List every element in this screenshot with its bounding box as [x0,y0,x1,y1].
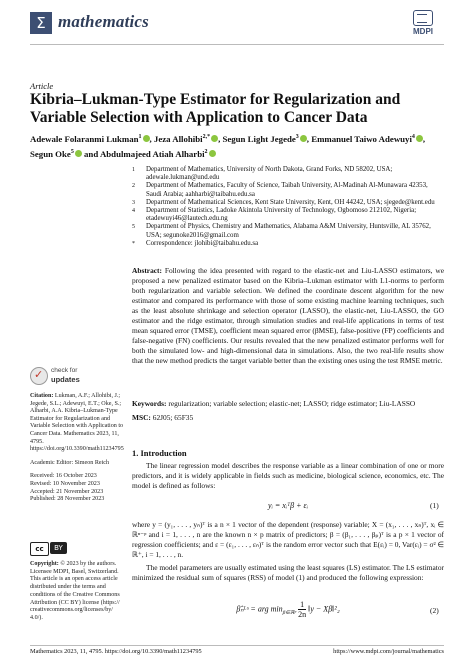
affiliation [132,182,444,198]
author[interactable]: Emmanuel Taiwo Adewuyi [311,133,412,144]
affiliation-number: 4 [132,208,135,215]
author-sup: 2 [204,148,208,155]
author-sup: 5 [70,148,74,155]
article-info-sidebar [30,393,125,510]
affiliations [132,166,444,248]
keywords-label: Keywords: [132,399,167,408]
orcid-icon[interactable] [209,150,216,157]
article-title: Kibria–Lukman-Type Estimator for Regularization and Variable Selection with Application to Cancer Data [30,91,401,126]
author-sup: 2,* [202,134,211,140]
citation-label: Citation: [30,393,54,399]
author[interactable]: Segun Oke [30,148,71,159]
abstract-label: Abstract: [132,266,162,275]
author[interactable]: Adewale Folaranmi Lukman [30,133,139,144]
affiliation-number: 1 [132,167,135,173]
abstract [132,266,444,366]
orcid-icon[interactable] [75,150,82,157]
affiliation-number: 5 [132,224,135,231]
copyright-text: © 2023 by the authors. Licensee MDPI, Basel, Switzerland. This article is an open access article distributed under the terms and conditions of the Creative Commons Attribution (CC BY) license (https:// creativecommons.org/licenses/by/ 4.0/). [30,561,120,621]
cc-by-license-icon[interactable] [30,542,70,556]
affiliation-number: 3 [132,199,135,206]
copyright [30,561,125,623]
copyright-label: Copyright: [30,561,59,567]
intro-paragraph: where y = (y₁, . . . , yₙ)ᵀ is a n × 1 vector of the dependent (response) variable; X = (x₁, . . . , xₙ)ᵀ, xᵢ ∈ ℝⁿ⁻ᵖ and i = 1, . . . , n are the known n × p matrix of predictors; β = (β₁, . . . , βₚ)ᵀ is a p × 1 vector of regression coefficients; and ε = (ε₁, . . . , εₙ)ᵀ is the random error vector such that E(εᵢ) = 0, Var(εᵢ) = σ² ∈ ℝ⁺, i = 1, . . . , n. [132,520,444,559]
page-footer [30,648,444,655]
citation [30,393,125,454]
author-sup: 4 [411,134,415,140]
equation-2-fraction [298,600,306,619]
affiliation [132,166,444,182]
correspondence [132,240,444,248]
affiliation-text: Department of Physics, Chemistry and Mathematics, Alabama A&M University, Huntsville, AL 35762, USA; segunoke2016@gmail.com [146,223,431,239]
affiliation [132,207,444,223]
mdpi-icon [413,10,433,26]
check-updates-line2: updates [51,375,80,384]
header-divider [30,44,444,45]
mdpi-logo[interactable] [404,10,442,38]
msc [132,413,444,422]
orcid-icon[interactable] [143,135,150,142]
equation-2-number: (2) [430,606,439,615]
fraction-numerator: 1 [300,600,305,609]
journal-name[interactable]: mathematics [58,12,149,31]
correspondence-text[interactable]: Correspondence: jlohibi@taibahu.edu.sa [146,239,259,247]
keywords [132,399,444,409]
equation-1-number: (1) [430,501,439,510]
author[interactable]: Jeza Allohibi [153,133,203,144]
check-updates-line1: check for [51,367,78,374]
cc-icon: cc [30,542,49,556]
affiliation-text: Department of Mathematics, University of North Dakota, Grand Forks, ND 58202, USA; adewale.lukman@und.edu [146,166,393,182]
affiliation [132,223,444,239]
date-received: Received: 16 October 2023 [30,473,97,480]
author-list: Adewale Folaranmi Lukman$^1$ , Jeza Allohibi$^{2,*}$ , Segun Light Jegede$^3$ , Emmanuel Taiwo Adewuyi$^4$ , Segun Oke$^5$ and Abdulmajeed Atiah Alharbi$^2$ [30,133,426,159]
affiliation-text: Department of Mathematics, Faculty of Science, Taibah University, Al-Madinah Al-Munawara 42353, Saudi Arabia; aahharbi@taibahu.edu.sa [146,182,428,198]
equation-1: yᵢ = xᵢᵀβ + εᵢ [268,501,308,510]
equation-2-lhs: β̂ₙᴸˢ = arg min [236,604,283,614]
affiliation-number: * [132,240,135,247]
orcid-icon[interactable] [300,135,307,142]
academic-editor: Academic Editor: Simeon Reich [30,459,110,466]
keywords-text: regularization; variable selection; elastic-net; LASSO; ridge estimator; Liu-LASSO [168,399,416,408]
affiliation-number: 2 [132,183,135,190]
author-sup: 1 [138,134,142,140]
by-icon: BY [50,542,67,554]
author[interactable]: Abdulmajeed Atiah Alharbi [99,148,205,159]
equation-2-rhs: ‖y − Xβ‖²₂ [308,604,340,614]
fraction-denominator: 2n [298,610,307,619]
msc-label: MSC: [132,413,151,422]
footer-journal-link[interactable]: https://www.mdpi.com/journal/mathematics [333,648,444,655]
section-heading: 1. Introduction [132,448,187,458]
citation-text[interactable]: Lukman, A.F.; Allohibi, J.; Jegede, S.L.; Adewuyi, E.T.; Oke, S.; Alharbi, A.A. Kibria–Lukman-Type Estimator for Regularization and Variable Selection with Application to Cancer Data. Mathematics 2023, 11, 4795. https://doi.org/10.3390/math11234795 [30,393,124,453]
article-type: Article [30,81,54,91]
affiliation-text: Department of Mathematical Sciences, Kent State University, Kent, OH 44242, USA; sjegede@kent.edu [146,198,435,206]
author[interactable]: Segun Light Jegede [222,133,296,144]
date-accepted: Accepted: 21 November 2023 [30,488,104,495]
date-published: Published: 28 November 2023 [30,496,105,503]
author-sup: 3 [295,134,299,140]
date-revised: Revised: 10 November 2023 [30,480,100,487]
journal-logo-icon: Σ [30,12,52,34]
intro-paragraph: The linear regression model describes the response variable as a linear combination of one or more predictors, and it is widely applicable in fields such as medicine, biological science, economics, etc. The model is defined as follows: [132,461,444,490]
check-updates-icon [30,367,48,385]
footer-citation[interactable]: Mathematics 2023, 11, 4795. https://doi.org/10.3390/math11234795 [30,648,202,655]
footer-divider [30,645,444,646]
equation-2 [132,600,444,619]
mdpi-text: MDPI [413,27,433,36]
msc-text: 62J05; 65F35 [152,413,194,422]
intro-paragraph: The model parameters are usually estimated using the least squares (LS) estimator. The LS estimator minimized the residual sum of squares (RSS) of model (1) and produced the following expression: [132,563,444,582]
equation-2-sub: β∈ℝᵖ [282,609,297,616]
abstract-text: Following the idea presented with regard to the elastic-net and Liu-LASSO estimators, we proposed a new penalized estimator based on the Kibria–Lukman estimator with L1-norms to perform both regularization and variable selection. We defined the coordinate descent algorithm for the new estimator and compared its performance with those of some existing machine learning techniques, such as the least absolute shrinkage and selection operator (LASSO), the elastic-net, Liu-LASSO, the GO estimator and the ridge estimator, through simulation studies and real-life applications in terms of test mean squared error (TMSE), coefficient mean squared error (βMSE), false-positive (FP) coefficients and false-negative (FN) coefficients. Our results revealed that the new penalized estimator performs well for both the simulated low- and high-dimensional data in simulations. Also, the two real-life results show that the new method predicts the target variable better than the existing ones using the test RMSE metric. [132,266,444,365]
affiliation [132,199,444,207]
check-for-updates-button[interactable] [30,366,90,388]
orcid-icon[interactable] [416,135,423,142]
orcid-icon[interactable] [211,135,218,142]
affiliation-text: Department of Statistics, Ladoke Akintola University of Technology, Ogbomoso 212102, Nigeria; etadewuyi46@lautech.edu.ng [146,207,417,223]
